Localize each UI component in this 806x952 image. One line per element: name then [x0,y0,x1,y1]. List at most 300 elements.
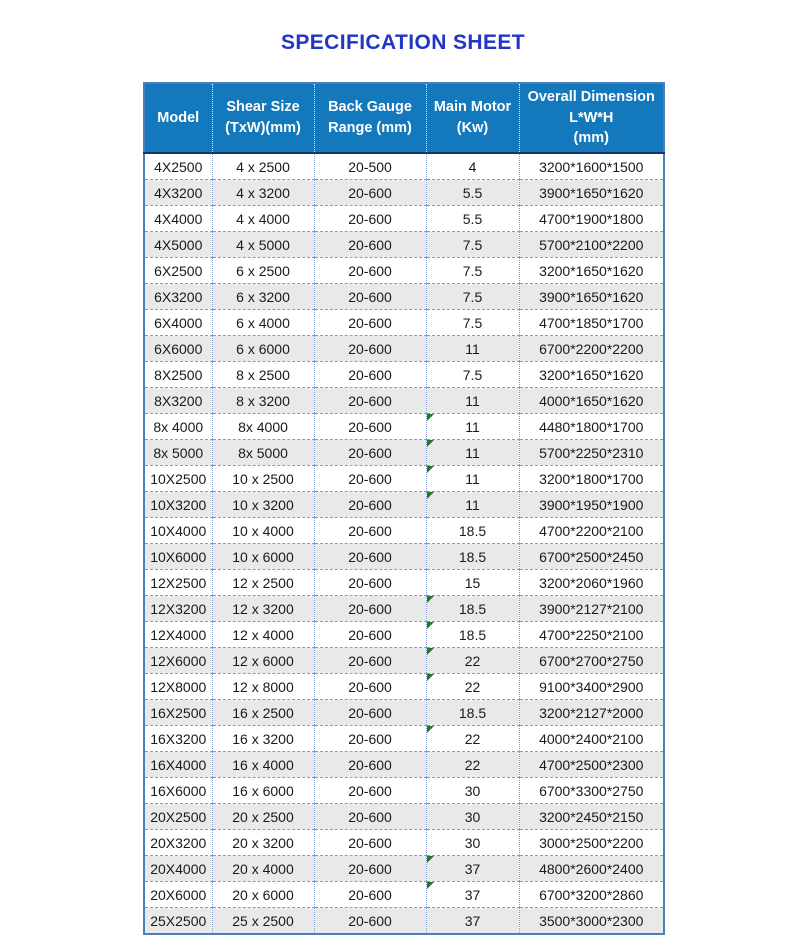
cell-shear [212,752,314,778]
cell-value: 22 [464,730,481,747]
table-row [144,908,664,935]
cell-dim [519,284,664,310]
cell-dim [519,726,664,752]
cell-value: 20-600 [348,366,392,383]
table-row [144,492,664,518]
cell-value: 16 x 2500 [232,704,294,721]
cell-model [144,674,212,700]
cell-motor [426,674,519,700]
cell-motor [426,518,519,544]
cell-gauge [314,752,426,778]
cell-value: 10 x 4000 [232,522,294,539]
cell-gauge [314,336,426,362]
cell-value: 20-600 [348,626,392,643]
cell-value: 4800*2600*2400 [539,860,644,877]
cell-gauge [314,570,426,596]
cell-model [144,232,212,258]
cell-dim [519,362,664,388]
cell-value: 20-600 [348,314,392,331]
cell-value: 5700*2250*2310 [539,444,644,461]
cell-value: 18.5 [458,522,487,539]
cell-value: 20X3200 [150,834,207,851]
cell-shear [212,778,314,804]
cell-model [144,648,212,674]
cell-dim [519,310,664,336]
cell-value: 6X3200 [154,288,203,305]
cell-dim [519,153,664,180]
cell-value: 11 [465,496,480,513]
cell-value: 8X2500 [154,366,203,383]
column-header-shear [212,83,314,153]
cell-gauge [314,206,426,232]
cell-value: 8x 5000 [153,444,204,461]
cell-value: 7.5 [462,236,483,253]
cell-dim [519,180,664,206]
cell-value: 16 x 3200 [232,730,294,747]
cell-value: 12 x 2500 [232,574,294,591]
cell-shear [212,622,314,648]
column-header-line: L*W*H [569,109,614,126]
column-header-line: Model [157,109,200,126]
cell-model [144,153,212,180]
cell-dim [519,518,664,544]
cell-dim [519,336,664,362]
cell-value: 4X3200 [154,184,203,201]
cell-value: 20-600 [348,496,392,513]
cell-motor [426,310,519,336]
cell-gauge [314,856,426,882]
cell-value: 37 [464,886,481,903]
cell-value: 22 [464,678,481,695]
cell-gauge [314,908,426,935]
cell-value: 4700*1850*1700 [539,314,644,331]
cell-value: 4700*2200*2100 [539,522,644,539]
cell-value: 11 [465,444,480,461]
cell-model [144,882,212,908]
cell-motor [426,492,519,518]
cell-motor [426,570,519,596]
cell-value: 5700*2100*2200 [539,236,644,253]
cell-value: 30 [464,834,481,851]
cell-value: 6 x 2500 [236,262,290,279]
cell-value: 25X2500 [150,912,207,929]
cell-value: 20-600 [348,678,392,695]
cell-model [144,466,212,492]
column-header-line: Main Motor [433,99,512,116]
cell-model [144,544,212,570]
cell-value: 20-600 [348,782,392,799]
cell-value: 10X6000 [150,548,207,565]
cell-shear [212,362,314,388]
table-row [144,830,664,856]
cell-value: 7.5 [462,366,483,383]
cell-value: 3900*1950*1900 [539,496,644,513]
cell-dim [519,570,664,596]
cell-model [144,596,212,622]
cell-value: 22 [464,652,481,669]
column-header-line: Overall Dimension [527,89,655,106]
table-row [144,544,664,570]
cell-value: 20-600 [348,730,392,747]
cell-model [144,804,212,830]
cell-dim [519,752,664,778]
cell-value: 16X3200 [150,730,207,747]
table-row [144,232,664,258]
cell-gauge [314,726,426,752]
cell-dim [519,856,664,882]
cell-gauge [314,440,426,466]
column-header-line: Back Gauge [328,99,412,116]
column-header-line: Shear Size [226,99,300,116]
cell-dim [519,414,664,440]
cell-value: 5.5 [462,210,483,227]
cell-model [144,284,212,310]
cell-gauge [314,596,426,622]
cell-value: 9100*3400*2900 [539,678,644,695]
cell-dim [519,466,664,492]
cell-value: 10 x 6000 [232,548,294,565]
cell-dim [519,622,664,648]
cell-shear [212,284,314,310]
cell-dim [519,700,664,726]
cell-value: 3900*1650*1620 [539,288,644,305]
table-row [144,570,664,596]
cell-value: 3900*1650*1620 [539,184,644,201]
cell-shear [212,336,314,362]
cell-model [144,440,212,466]
cell-value: 10X3200 [150,496,207,513]
cell-shear [212,726,314,752]
cell-value: 20 x 4000 [232,860,294,877]
cell-motor [426,362,519,388]
cell-shear [212,153,314,180]
cell-model [144,622,212,648]
table-row [144,804,664,830]
cell-value: 20X2500 [150,808,207,825]
cell-value: 20-600 [348,860,392,877]
cell-model [144,258,212,284]
cell-shear [212,414,314,440]
cell-value: 4000*2400*2100 [539,730,644,747]
cell-model [144,518,212,544]
table-row [144,206,664,232]
cell-gauge [314,232,426,258]
cell-value: 20 x 3200 [232,834,294,851]
table-row [144,882,664,908]
cell-value: 7.5 [462,262,483,279]
cell-value: 20-600 [348,444,392,461]
cell-value: 3200*2450*2150 [539,808,644,825]
table-row [144,466,664,492]
table-row [144,752,664,778]
cell-value: 3500*3000*2300 [539,912,644,929]
error-flag-icon [427,648,434,655]
cell-value: 6 x 3200 [236,288,290,305]
cell-dim [519,492,664,518]
cell-value: 20-600 [348,886,392,903]
cell-shear [212,674,314,700]
cell-value: 10 x 2500 [232,470,294,487]
cell-value: 30 [464,782,481,799]
cell-gauge [314,388,426,414]
cell-gauge [314,180,426,206]
cell-value: 16 x 4000 [232,756,294,773]
cell-value: 6700*2700*2750 [539,652,644,669]
header-row [144,83,664,153]
cell-shear [212,258,314,284]
table-row [144,284,664,310]
cell-value: 20-600 [348,470,392,487]
cell-value: 8 x 2500 [236,366,290,383]
cell-value: 12X3200 [150,600,207,617]
cell-value: 3900*2127*2100 [539,600,644,617]
cell-motor [426,700,519,726]
cell-value: 12 x 4000 [232,626,294,643]
error-flag-icon [427,596,434,603]
cell-model [144,310,212,336]
cell-value: 18.5 [458,626,487,643]
cell-motor [426,336,519,362]
cell-value: 8X3200 [154,392,203,409]
error-flag-icon [427,492,434,499]
cell-value: 20-600 [348,184,392,201]
cell-shear [212,648,314,674]
cell-motor [426,596,519,622]
cell-shear [212,492,314,518]
cell-value: 10X2500 [150,470,207,487]
cell-dim [519,778,664,804]
table-row [144,414,664,440]
cell-motor [426,440,519,466]
cell-shear [212,466,314,492]
cell-motor [426,778,519,804]
error-flag-icon [427,882,434,889]
cell-value: 6 x 4000 [236,314,290,331]
cell-value: 20-600 [348,418,392,435]
cell-gauge [314,518,426,544]
cell-dim [519,544,664,570]
cell-value: 20X4000 [150,860,207,877]
cell-value: 20-600 [348,340,392,357]
cell-motor [426,258,519,284]
column-header-model [144,83,212,153]
cell-motor [426,804,519,830]
cell-value: 12 x 3200 [232,600,294,617]
cell-value: 12X8000 [150,678,207,695]
cell-value: 7.5 [462,314,483,331]
cell-value: 6X6000 [154,340,203,357]
cell-motor [426,856,519,882]
page-title: SPECIFICATION SHEET [280,31,526,54]
cell-shear [212,570,314,596]
cell-model [144,362,212,388]
cell-value: 4 x 5000 [236,236,290,253]
cell-value: 3200*2127*2000 [539,704,644,721]
cell-shear [212,180,314,206]
cell-value: 16X4000 [150,756,207,773]
cell-shear [212,830,314,856]
cell-value: 6700*2500*2450 [539,548,644,565]
cell-value: 11 [465,340,480,357]
cell-dim [519,440,664,466]
table-row [144,518,664,544]
table-row [144,674,664,700]
table-row [144,388,664,414]
cell-dim [519,804,664,830]
cell-motor [426,726,519,752]
cell-value: 20X6000 [150,886,207,903]
cell-value: 20-600 [348,210,392,227]
cell-gauge [314,882,426,908]
table-row [144,153,664,180]
cell-gauge [314,804,426,830]
cell-model [144,778,212,804]
table-row [144,258,664,284]
cell-shear [212,804,314,830]
cell-value: 11 [465,470,480,487]
cell-gauge [314,466,426,492]
cell-value: 20-600 [348,236,392,253]
cell-motor [426,544,519,570]
cell-gauge [314,258,426,284]
table-row [144,362,664,388]
cell-dim [519,882,664,908]
cell-dim [519,232,664,258]
cell-dim [519,648,664,674]
cell-shear [212,856,314,882]
cell-value: 30 [464,808,481,825]
cell-gauge [314,284,426,310]
cell-motor [426,908,519,935]
cell-value: 16 x 6000 [232,782,294,799]
cell-value: 4 x 3200 [236,184,290,201]
cell-dim [519,596,664,622]
table-row [144,778,664,804]
cell-gauge [314,310,426,336]
cell-value: 8x 4000 [153,418,204,435]
cell-value: 6700*2200*2200 [539,340,644,357]
table-row [144,310,664,336]
cell-value: 6700*3300*2750 [539,782,644,799]
cell-model [144,908,212,935]
column-header-line: (mm) [573,130,609,147]
cell-dim [519,830,664,856]
cell-value: 20-600 [348,756,392,773]
cell-shear [212,596,314,622]
cell-model [144,336,212,362]
cell-value: 4 [468,158,477,175]
cell-motor [426,153,519,180]
cell-dim [519,258,664,284]
cell-model [144,700,212,726]
table-row [144,648,664,674]
error-flag-icon [427,674,434,681]
cell-gauge [314,492,426,518]
cell-shear [212,232,314,258]
cell-dim [519,674,664,700]
column-header-motor [426,83,519,153]
cell-value: 5.5 [462,184,483,201]
cell-value: 20-600 [348,704,392,721]
cell-model [144,752,212,778]
cell-model [144,856,212,882]
column-header-dim [519,83,664,153]
cell-motor [426,752,519,778]
cell-model [144,180,212,206]
cell-value: 20-500 [348,158,392,175]
table-row [144,726,664,752]
cell-value: 20-600 [348,912,392,929]
cell-shear [212,388,314,414]
cell-model [144,388,212,414]
cell-value: 7.5 [462,288,483,305]
cell-value: 20 x 6000 [232,886,294,903]
cell-value: 3000*2500*2200 [539,834,644,851]
cell-motor [426,388,519,414]
cell-gauge [314,830,426,856]
cell-gauge [314,362,426,388]
table-row [144,440,664,466]
error-flag-icon [427,622,434,629]
cell-value: 25 x 2500 [232,912,294,929]
cell-value: 4X4000 [154,210,203,227]
cell-model [144,830,212,856]
column-header-gauge [314,83,426,153]
cell-value: 22 [464,756,481,773]
cell-motor [426,882,519,908]
cell-motor [426,466,519,492]
cell-value: 3200*2060*1960 [539,574,644,591]
table-row [144,622,664,648]
cell-model [144,206,212,232]
cell-value: 20-600 [348,288,392,305]
cell-value: 8x 4000 [238,418,288,435]
cell-value: 3200*1800*1700 [539,470,644,487]
cell-shear [212,908,314,935]
cell-value: 6X2500 [154,262,203,279]
cell-shear [212,518,314,544]
cell-model [144,492,212,518]
column-header-line: (TxW)(mm) [225,120,301,136]
cell-gauge [314,622,426,648]
cell-value: 20 x 2500 [232,808,294,825]
error-flag-icon [427,414,434,421]
table-row [144,336,664,362]
cell-model [144,570,212,596]
cell-value: 12X6000 [150,652,207,669]
cell-value: 12X4000 [150,626,207,643]
cell-motor [426,414,519,440]
cell-value: 16X2500 [150,704,207,721]
cell-value: 4X5000 [154,236,203,253]
cell-value: 4700*1900*1800 [539,210,644,227]
table-header [144,83,664,153]
specification-table [143,82,665,935]
cell-value: 10X4000 [150,522,207,539]
table-row [144,700,664,726]
cell-value: 4X2500 [154,158,203,175]
cell-value: 20-600 [348,548,392,565]
cell-value: 20-600 [348,652,392,669]
cell-value: 10 x 3200 [232,496,294,513]
cell-value: 18.5 [458,704,487,721]
cell-motor [426,830,519,856]
column-header-line: Range (mm) [328,120,412,136]
cell-value: 6X4000 [154,314,203,331]
cell-value: 20-600 [348,808,392,825]
table-row [144,180,664,206]
cell-value: 4 x 4000 [236,210,290,227]
